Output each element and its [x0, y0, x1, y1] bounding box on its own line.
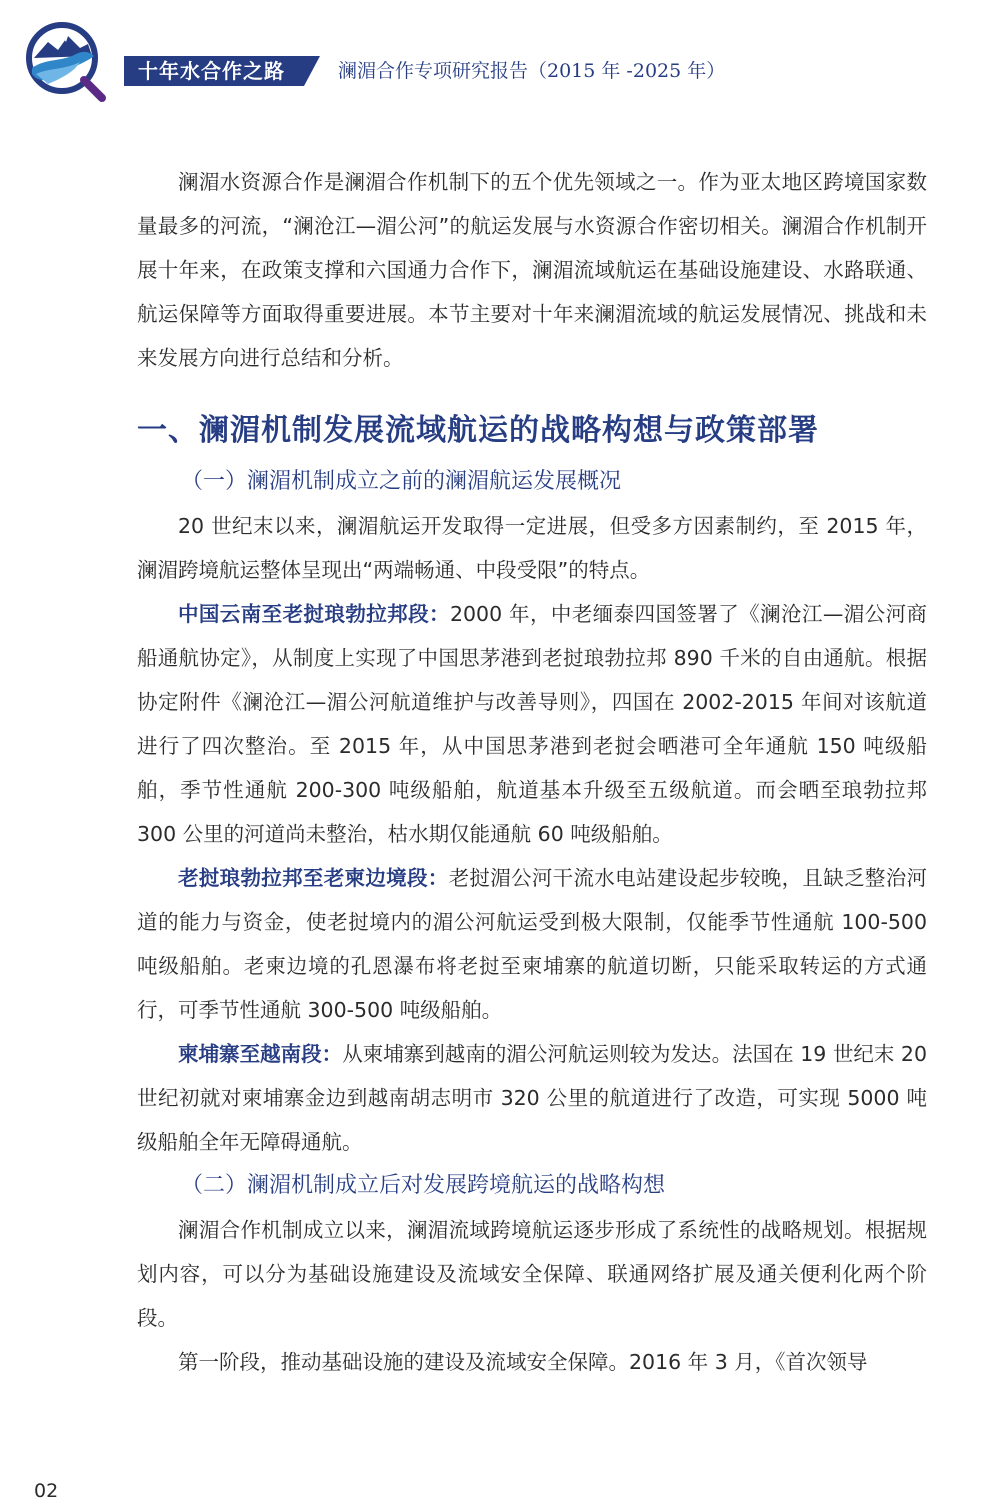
page-number: 02	[34, 1480, 59, 1502]
paragraph-strategy: 澜湄合作机制成立以来，澜湄流域跨境航运逐步形成了系统性的战略规划。根据规划内容，可以分为基础设施建设及流域安全保障、联通网络扩展及通关便利化两个阶段。	[137, 1218, 927, 1330]
paragraph-segment-cambodia-vietnam	[137, 1032, 927, 1164]
subsection-heading-1: （一）澜湄机制成立之前的澜湄航运发展概况	[181, 469, 622, 494]
paragraph-phase-one: 第一阶段，推动基础设施的建设及流域安全保障。2016 年 3 月，《首次领导	[178, 1350, 868, 1374]
section-heading: 一、澜湄机制发展流域航运的战略构想与政策部署	[137, 413, 819, 448]
paragraph-segment-yunnan-luangprabang	[137, 592, 927, 856]
segment-lead: 老挝琅勃拉邦至老柬边境段：	[178, 866, 449, 890]
series-tag: 十年水合作之路	[124, 56, 320, 86]
series-tag-cut	[304, 56, 320, 86]
segment-lead: 中国云南至老挝琅勃拉邦段：	[178, 602, 450, 626]
paragraph-overview: 20 世纪末以来，澜湄航运开发取得一定进展，但受多方因素制约，至 2015 年，澜湄跨境航运整体呈现出“两端畅通、中段受限”的特点。	[137, 514, 927, 582]
subsection-heading-2: （二）澜湄机制成立后对发展跨境航运的战略构想	[181, 1173, 666, 1198]
segment-lead: 柬埔寨至越南段：	[178, 1042, 343, 1066]
main-content	[137, 160, 927, 1384]
page-header	[0, 0, 1000, 120]
intro-paragraph: 澜湄水资源合作是澜湄合作机制下的五个优先领域之一。作为亚太地区跨境国家数量最多的河流，“澜沧江—湄公河”的航运发展与水资源合作密切相关。澜湄合作机制开展十年来，在政策支撑和六国通力合作下，澜湄流域航运在基础设施建设、水路联通、航运保障等方面取得重要进展。本节主要对十年来澜湄流域的航运发展情况、挑战和未来发展方向进行总结和分析。	[137, 170, 927, 370]
logo-icon	[22, 18, 108, 104]
paragraph-segment-luangprabang-border	[137, 856, 927, 1032]
report-title: 澜湄合作专项研究报告（2015 年 -2025 年）	[338, 60, 726, 82]
segment-text: 2000 年，中老缅泰四国签署了《澜沧江—湄公河商船通航协定》，从制度上实现了中国思茅港到老挝琅勃拉邦 890 千米的自由通航。根据协定附件《澜沧江—湄公河航道维护与改善导则》，四国在 2002-2015 年间对该航道进行了四次整治。至 2015 年，从中国思茅港到老挝会晒港可全年通航 150 吨级船舶，季节性通航 200-300 吨级船舶，航道基本升级至五级航道。而会晒至琅勃拉邦 300 公里的河道尚未整治，枯水期仅能通航 60 吨级船舶。	[137, 602, 928, 846]
segment-text: 老挝湄公河干流水电站建设起步较晚，且缺乏整治河道的能力与资金，使老挝境内的湄公河航运受到极大限制，仅能季节性通航 100-500 吨级船舶。老柬边境的孔恩瀑布将老挝至柬埔寨的航道切断，只能采取转运的方式通行，可季节性通航 300-500 吨级船舶。	[137, 866, 928, 1022]
segment-text: 从柬埔寨到越南的湄公河航运则较为发达。法国在 19 世纪末 20 世纪初就对柬埔寨金边到越南胡志明市 320 公里的航道进行了改造，可实现 5000 吨级船舶全年无障碍通航。	[137, 1042, 928, 1154]
